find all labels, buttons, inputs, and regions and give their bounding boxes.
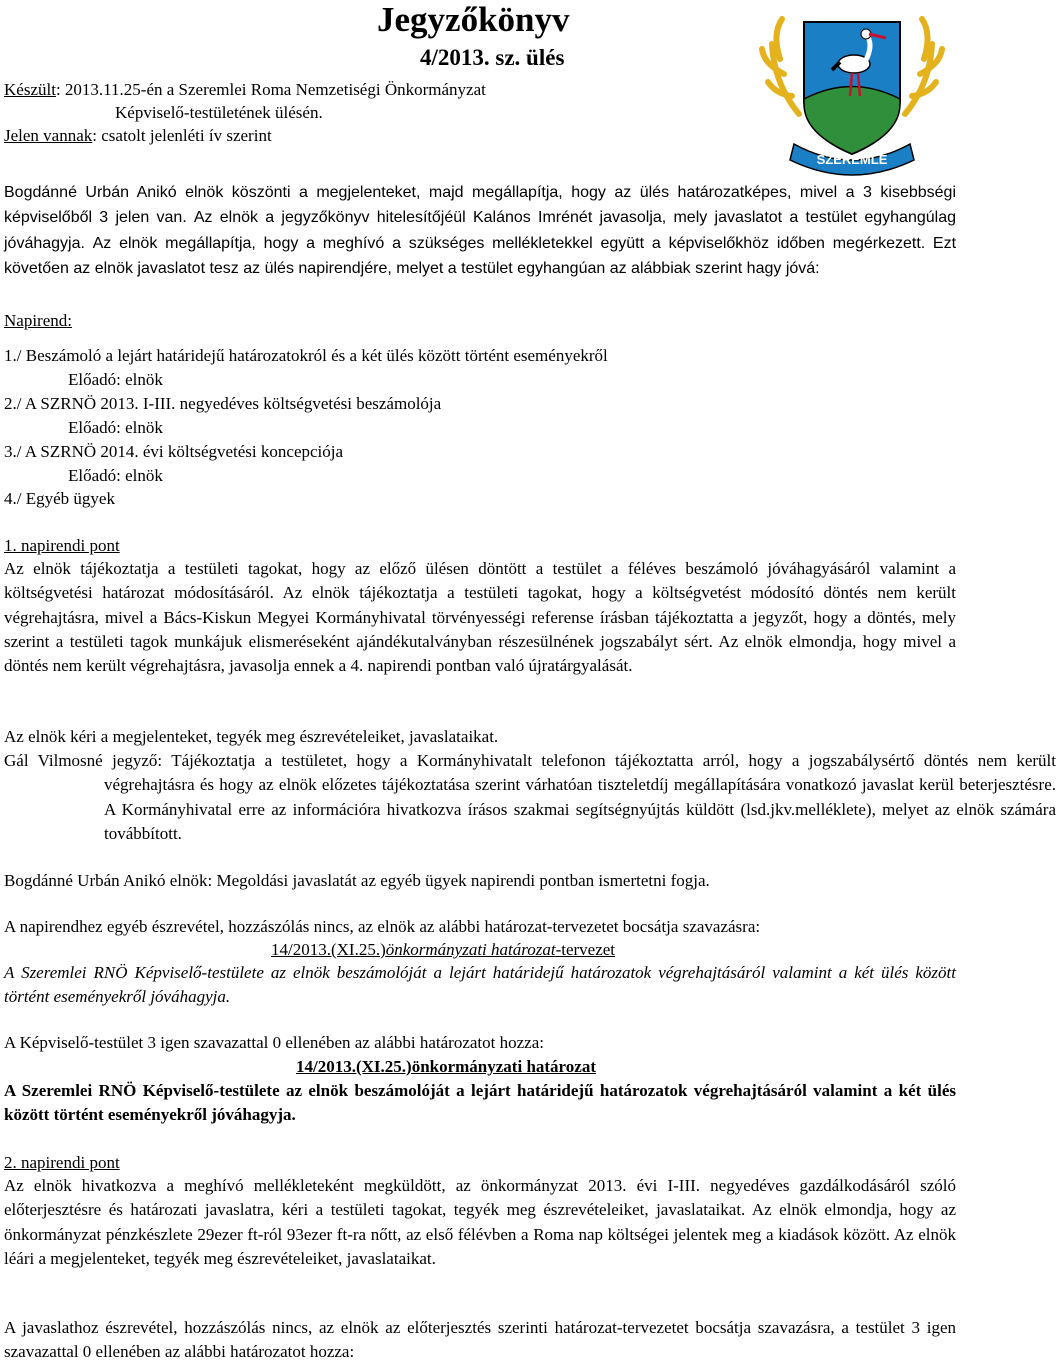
- intro-paragraph: [4, 180, 956, 281]
- agenda-num: 3./: [4, 442, 22, 461]
- present-line: [4, 126, 272, 146]
- made-line-2: Képviselő-testületének ülésén.: [115, 103, 323, 122]
- notary-statement: Gál Vilmosné jegyző: Tájékoztatja a testületet, hogy a Kormányhivatalt telefonon tájékoztatta arról, hogy a jogszabálysértő döntés nem került végrehajtásra és hogy az elnök előzetes tájékoztatása szerint várhatóan tiszteletdíj megállapítására vonatkozó javaslat kerül beterjesztésre. A Kormányhivatal erre az információra hivatkozva írásos szakmai segítségnyújtás küldött (lsd.jkv.melléklete), melyet az elnök számára továbbított.: [4, 751, 1056, 843]
- resolution-text: A Szeremlei RNÖ Képviselő-testülete az elnök beszámolóját a lejárt határidejű határozatok végrehajtásáról valamint a két ülés között történt eseményekről jóváhagyja.: [4, 1081, 956, 1125]
- agenda-text: Egyéb ügyek: [21, 489, 115, 508]
- intro-sentence-3: Az elnök megállapítja, hogy a meghívó a szükséges mellékletekkel együtt a képviselőkhöz időben megérkezett.: [92, 234, 926, 252]
- agenda-item-4: [4, 487, 115, 511]
- present-label: Jelen vannak: [4, 126, 93, 145]
- agenda-item-3: [4, 440, 343, 464]
- agenda-item-1: [4, 344, 608, 368]
- present-text: : csatolt jelenléti ív szerint: [92, 126, 272, 145]
- agenda-presenter: Előadó: elnök: [68, 370, 163, 389]
- made-line: [4, 80, 486, 100]
- agenda-item-2: [4, 392, 441, 416]
- resolution-title: 14/2013.(XI.25.)önkormányzati határozat: [296, 1057, 596, 1076]
- draft-number: 14/2013.(XI.25.): [271, 940, 386, 959]
- made-label: Készült: [4, 80, 56, 99]
- crest-banner-text: SZEREMLE: [816, 152, 888, 167]
- made-text: : 2013.11.25-én a Szeremlei Roma Nemzetiségi Önkormányzat: [55, 80, 486, 99]
- szeremle-crest-icon: [754, 4, 950, 172]
- section-1-paragraph: Az elnök tájékoztatja a testületi tagokat, hogy az előző ülésen döntött a testület a féléves beszámoló jóváhagyásáról valamint a költségvetési határozat módosításáról. Az elnök tájékoztatja a testületi tagokat, hogy a költségvetést módosító döntés nem került végrehajtásra, mivel a Bács-Kiskun Megyei Kormányhivatal törvényességi referense írásban tájékoztatta a jegyzőt, hogy a döntés, mely szerint a testületi tagok munkájuk elismeréseként ajándékutalványban részesülnének jogszabályt sért. Az elnök elmondja, hogy mivel a döntés nem került végrehajtásra, javasolja ennek a 4. napirendi pontban való újratárgyalását.: [4, 559, 956, 676]
- agenda-num: 4./: [4, 489, 22, 508]
- vote-result: A Képviselő-testület 3 igen szavazattal 0 ellenében az alábbi határozatot hozza:: [4, 1033, 544, 1052]
- section-1-heading: 1. napirendi pont: [4, 536, 120, 555]
- draft-type: önkormányzati határozat: [385, 940, 556, 959]
- section-2-vote: A javaslathoz észrevétel, hozzászólás nincs, az elnök az előterjesztés szerinti határozat-tervezetet bocsátja szavazásra, a testület 3 igen szavazattal 0 ellenében az alábbi határozatot hozza:: [4, 1318, 956, 1362]
- document-title: Jegyzőkönyv: [377, 0, 570, 39]
- agenda-text: Beszámoló a lejárt határidejű határozatokról és a két ülés között történt eseményekről: [21, 346, 608, 365]
- request-comments: Az elnök kéri a megjelenteket, tegyék meg észrevételeiket, javaslataikat.: [4, 727, 499, 746]
- section-2-paragraph: Az elnök hivatkozva a meghívó mellékleteként megküldött, az önkormányzat 2013. évi I-III. negyedéves gazdálkodásáról szóló előterjesztésre és határozati javaslatra, kéri a testületi tagokat, tegyék meg észrevételeiket, javaslataikat. Az elnök elmondja, hogy az önkormányzat pénzkészlete 29ezer ft-ról 93ezer ft-ra nőtt, az első félévben a Roma nap költségei jelentek meg a kiadások között. Az elnök léári a megjelenteket, tegyék meg észrevételeiket, javaslataikat.: [4, 1176, 956, 1268]
- agenda-text: A SZRNÖ 2013. I-III. negyedéves költségvetési beszámolója: [21, 394, 442, 413]
- agenda-text: A SZRNÖ 2014. évi költségvetési koncepciója: [21, 442, 344, 461]
- agenda-num: 2./: [4, 394, 22, 413]
- agenda-label: Napirend:: [4, 311, 72, 330]
- vote-intro: A napirendhez egyéb észrevétel, hozzászólás nincs, az elnök az alábbi határozat-tervezetet bocsátja szavazásra:: [4, 917, 761, 936]
- chair-statement: Bogdánné Urbán Anikó elnök: Megoldási javaslatát az egyéb ügyek napirendi pontban ismertetni fogja.: [4, 871, 710, 890]
- draft-suffix: -tervezet: [555, 940, 616, 959]
- intro-sentence-2: Az elnök a jegyzőkönyv hitelesítőjéül Kalános Imrénét javasolja, mely javaslatot a testület egyhangúlag jóváhagyja.: [4, 209, 957, 252]
- draft-title: [271, 938, 615, 962]
- agenda-presenter: Előadó: elnök: [68, 418, 163, 437]
- session-number: 4/2013. sz. ülés: [420, 45, 565, 70]
- section-2-heading: 2. napirendi pont: [4, 1153, 120, 1172]
- intro-sentence-4: Ezt követően az elnök javaslatot tesz az ülés napirendjére, melyet a testület egyhangúan az alábbiak szerint hagy jóvá:: [4, 234, 957, 277]
- agenda-presenter: Előadó: elnök: [68, 466, 163, 485]
- agenda-num: 1./: [4, 346, 22, 365]
- intro-sentence-1: Bogdánné Urbán Anikó elnök köszönti a megjelenteket, majd megállapítja, hogy az ülés határozatképes, mivel a 3 kisebbségi képviselőből 3 jelen van.: [4, 184, 956, 227]
- draft-text: A Szeremlei RNÖ Képviselő-testülete az elnök beszámolóját a lejárt határidejű határozatok végrehajtásáról valamint a két ülés között történt eseményekről jóváhagyja.: [4, 963, 956, 1007]
